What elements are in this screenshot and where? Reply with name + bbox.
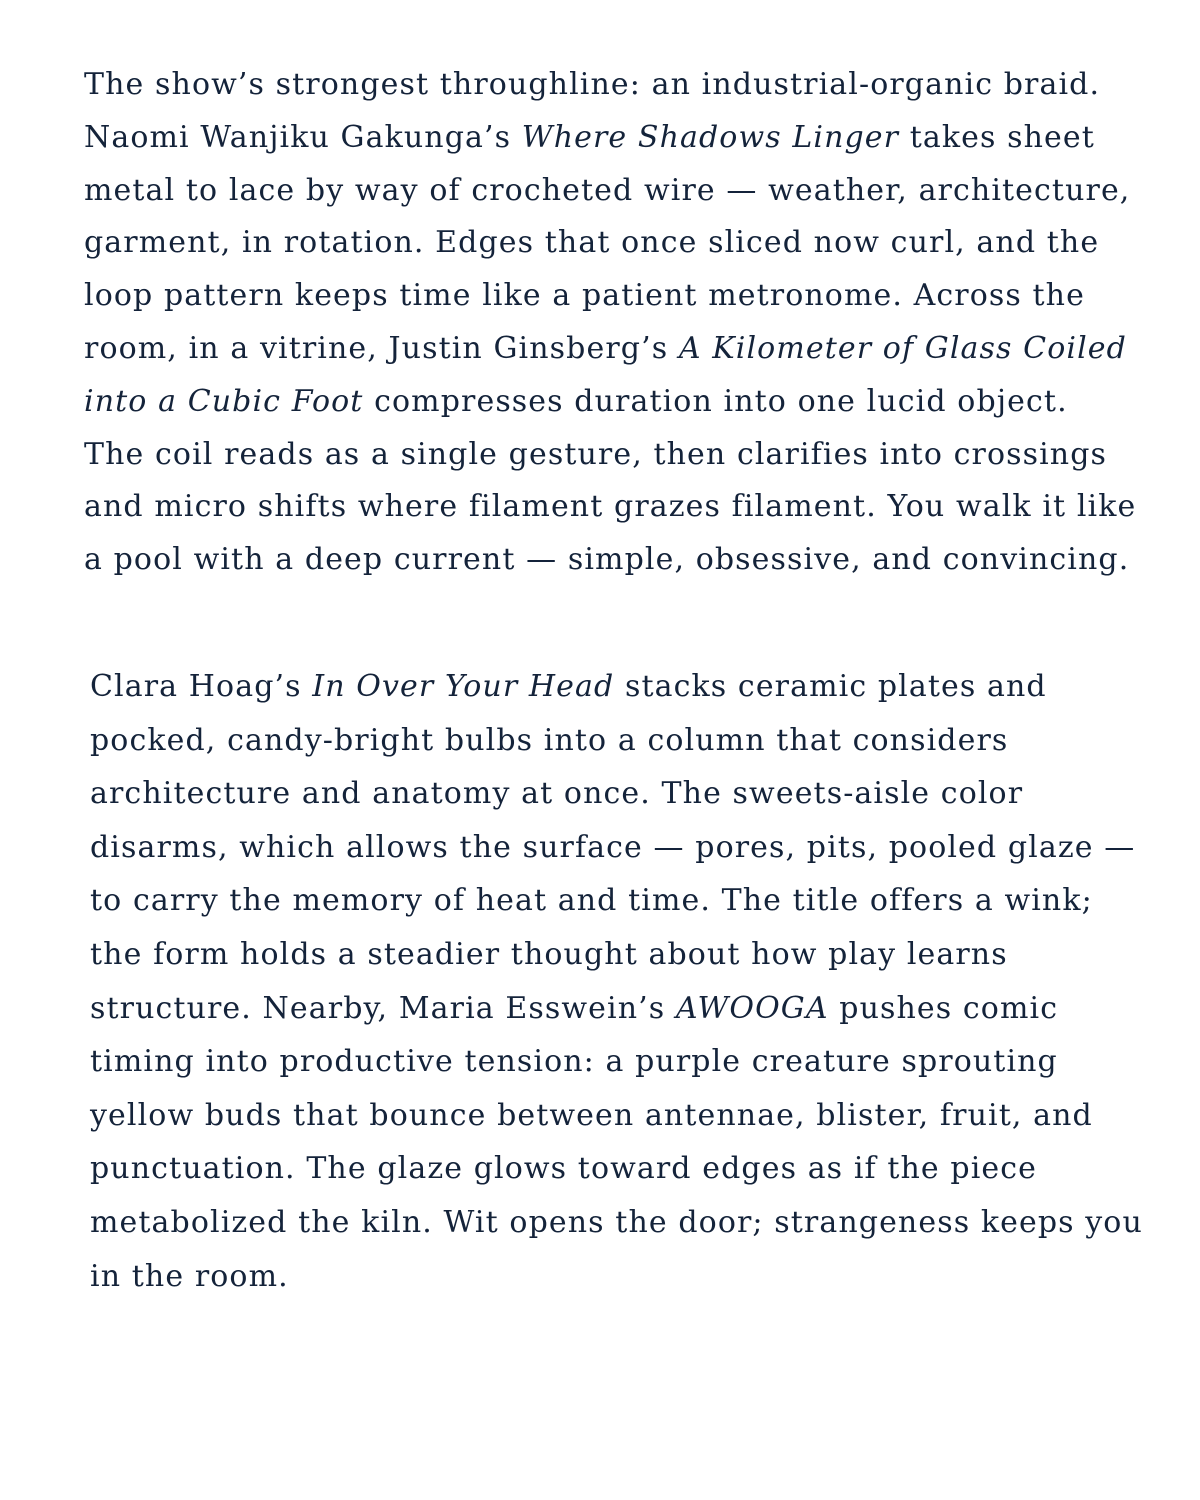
text-line: metal to lace by way of crocheted wire — weather, architecture, — [84, 172, 1131, 208]
text-line: architecture and anatomy at once. The sweets-aisle color — [90, 776, 1024, 812]
artwork-title: AWOOGA — [675, 990, 829, 1026]
text-line: the form holds a steadier thought about how play learns — [90, 936, 1008, 972]
text-line: and micro shifts where filament grazes filament. You walk it like — [84, 489, 1137, 525]
text-line: punctuation. The glaze glows toward edges as if the piece — [90, 1151, 1038, 1187]
text-line: garment, in rotation. Edges that once sliced now curl, and the — [84, 225, 1100, 261]
text-line: a pool with a deep current — simple, obsessive, and convincing. — [84, 542, 1130, 578]
artwork-title: Where Shadows Linger — [521, 119, 900, 155]
text-line: pocked, candy-bright bulbs into a column that considers — [90, 722, 1009, 758]
paragraph-2 — [90, 660, 1143, 1303]
text-line: Naomi Wanjiku Gakunga’s Where Shadows Linger takes sheet — [84, 119, 1095, 155]
artwork-title: In Over Your Head — [312, 669, 615, 704]
text-line: into a Cubic Foot compresses duration into one lucid object. — [84, 383, 1068, 419]
text-line: The coil reads as a single gesture, then clarifies into crossings — [84, 436, 1108, 472]
text-line: loop pattern keeps time like a patient metronome. Across the — [84, 278, 1085, 314]
text-line: yellow buds that bounce between antennae, blister, fruit, and — [90, 1097, 1093, 1133]
paragraph-1 — [84, 59, 1137, 587]
text-line: Clara Hoag’s In Over Your Head stacks ceramic plates and — [90, 669, 1047, 704]
text-line: to carry the memory of heat and time. The title offers a wink; — [90, 883, 1093, 919]
text-line: metabolized the kiln. Wit opens the door; strangeness keeps you — [90, 1204, 1143, 1240]
text-line: The show’s strongest throughline: an industrial-organic braid. — [84, 67, 1101, 102]
text-line: in the room. — [90, 1258, 289, 1294]
text-line: timing into productive tension: a purple creature sprouting — [90, 1044, 1058, 1080]
text-line: disarms, which allows the surface — pores, pits, pooled glaze — — [90, 829, 1136, 865]
artwork-title: into a Cubic Foot — [84, 383, 364, 419]
text-line: room, in a vitrine, Justin Ginsberg’s A Kilometer of Glass Coiled — [84, 330, 1127, 366]
text-line: structure. Nearby, Maria Esswein’s AWOOGA pushes comic — [90, 990, 1059, 1026]
artwork-title: A Kilometer of Glass Coiled — [678, 330, 1127, 366]
